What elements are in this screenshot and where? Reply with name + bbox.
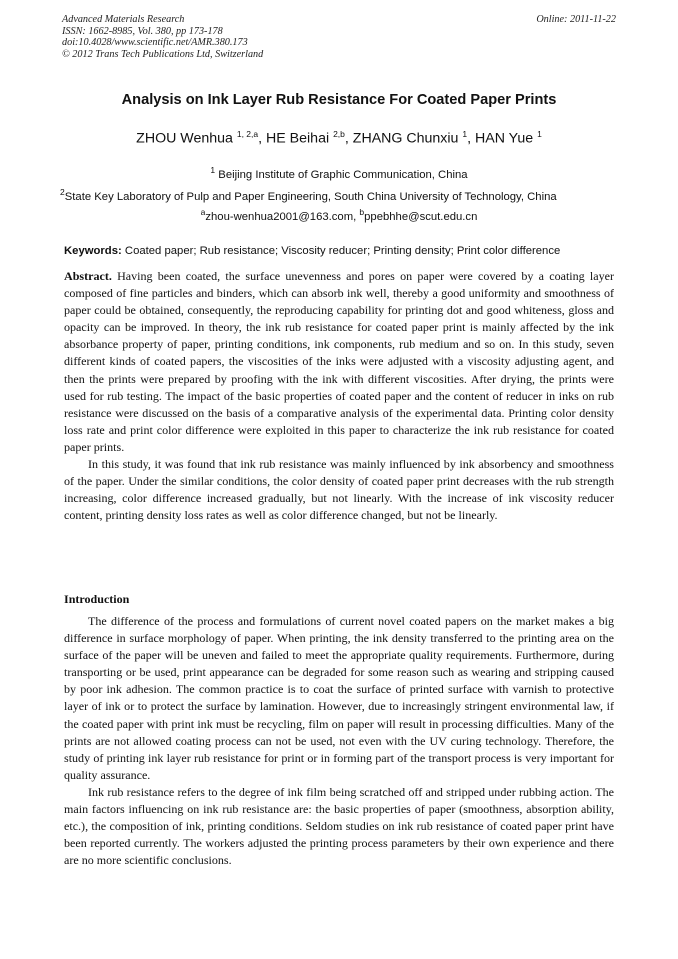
journal-name: Advanced Materials Research <box>62 14 185 25</box>
doi-line: doi:10.4028/www.scientific.net/AMR.380.173 <box>62 37 248 49</box>
author-name: HE Beihai <box>266 130 330 147</box>
affiliation-text: Beijing Institute of Graphic Communication, China <box>218 168 468 181</box>
author-superscript: 2,b <box>333 129 345 139</box>
affiliation-1 <box>20 165 658 181</box>
author-separator: , <box>344 130 353 147</box>
affiliation-superscript: 1 <box>210 165 216 175</box>
author-superscript: 1, 2,a <box>236 129 259 139</box>
online-date: Online: 2011-11-22 <box>536 14 616 25</box>
journal-header <box>62 14 616 60</box>
affiliation-2 <box>60 187 620 203</box>
author-emails <box>20 207 658 223</box>
affiliation-superscript: 2 <box>60 187 65 197</box>
email-superscript: b <box>359 207 365 217</box>
copyright-line: © 2012 Trans Tech Publications Ltd, Switzerland <box>62 48 264 60</box>
abstract-paragraph-1 <box>64 268 614 456</box>
keywords <box>64 245 616 257</box>
section-heading-introduction: Introduction <box>64 592 130 606</box>
email-superscript: a <box>200 207 206 217</box>
author-separator: , <box>258 130 267 147</box>
author-separator: , <box>467 130 476 147</box>
author-superscript: 1 <box>462 129 468 139</box>
paper-title: Analysis on Ink Layer Rub Resistance For Coated Paper Prints <box>121 92 557 108</box>
email-b: ppebhhe@scut.edu.cn <box>364 210 478 223</box>
affiliation-text: State Key Laboratory of Pulp and Paper Engineering, South China University of Technology, China <box>64 190 557 203</box>
issn-line: ISSN: 1662-8985, Vol. 380, pp 173-178 <box>62 25 223 37</box>
abstract <box>64 268 614 524</box>
keywords-label: Keywords: <box>64 245 122 257</box>
email-a: zhou-wenhua2001@163.com, <box>205 210 360 223</box>
author-name: ZHOU Wenhua <box>136 130 233 147</box>
author-name: ZHANG Chunxiu <box>352 130 459 147</box>
abstract-label: Abstract. <box>64 269 112 283</box>
author-list <box>30 129 648 147</box>
introduction-paragraph-2: Ink rub resistance refers to the degree of ink film being scratched off and stripped under rubbing action. The main factors influencing on ink rub resistance are: the basic properties of paper (smoothness, absorption ability, etc.), the composition of ink, printing conditions. Seldom studies on ink rub resistance of coated paper print have been reported currently. The workers adjusted the printing process parameters by their own experience and there are no more scientific conclusions. <box>64 784 614 868</box>
author-name: HAN Yue <box>475 130 534 147</box>
introduction-body <box>64 613 614 869</box>
keywords-text: Coated paper; Rub resistance; Viscosity reducer; Printing density; Print color difference <box>124 245 561 257</box>
author-superscript: 1 <box>537 129 542 139</box>
introduction-paragraph-1: The difference of the process and formulations of current novel coated papers on the market makes a big difference in surface morphology of paper. When printing, the ink density transferred to the printing area on the surface of the paper will be uneven and failed to meet the appropriate quality requirements. Furthermore, during transporting or be used, print appearance can be degraded for some reason such as wearing and stripping caused by poor ink adhesion. The common practice is to coat the surface of printed surface with varnish to protective layer of ink or to protect the surface by lamination. However, due to increasingly stringent environmental law, if the coated paper with print ink must be recycling, film on paper will result in processing difficulties. Many of the prints are not allowed coating process can not be used, not even with the UV curing technology. Therefore, the study of printing ink layer rub resistance for print or in forming part of the transport process is very important for quality assurance. <box>64 614 614 782</box>
abstract-paragraph-2: In this study, it was found that ink rub resistance was mainly influenced by ink absorbency and smoothness of the paper. Under the similar conditions, the color density of coated paper print decreases with the rub strength increasing, color difference increased gradually, but not linearly. With the increase of ink viscosity reducer content, printing density loss rates as well as color difference changed, but not be linearly. <box>64 457 614 523</box>
abstract-text: Having been coated, the surface unevenness and pores on paper were covered by a coating layer composed of fine particles and binders, which can absorb ink well, thereby a good uniformity and smoothness of paper could be obtained, consequently, the reproducing capability for printing dot and good whiteness, gloss and opacity can be improved. In theory, the ink rub resistance for coated paper print is mainly affected by the ink absorbance property of paper, printing conditions, ink components, rub medium and so on. In this study, seven different kinds of coated papers, the viscosities of the inks were adjusted with a viscosity adjusting agent, and then the prints were prepared by proofing with the ink with different viscosities. After drying, the prints were used for rub testing. The impact of the basic properties of coated paper and the content of reducer in inks on rub resistance were discussed on the basis of a comparative analysis of the experimental data. Printing color density loss rate and print color difference were exploited in this paper to characterize the ink rub resistance for coated paper prints. <box>64 269 614 454</box>
